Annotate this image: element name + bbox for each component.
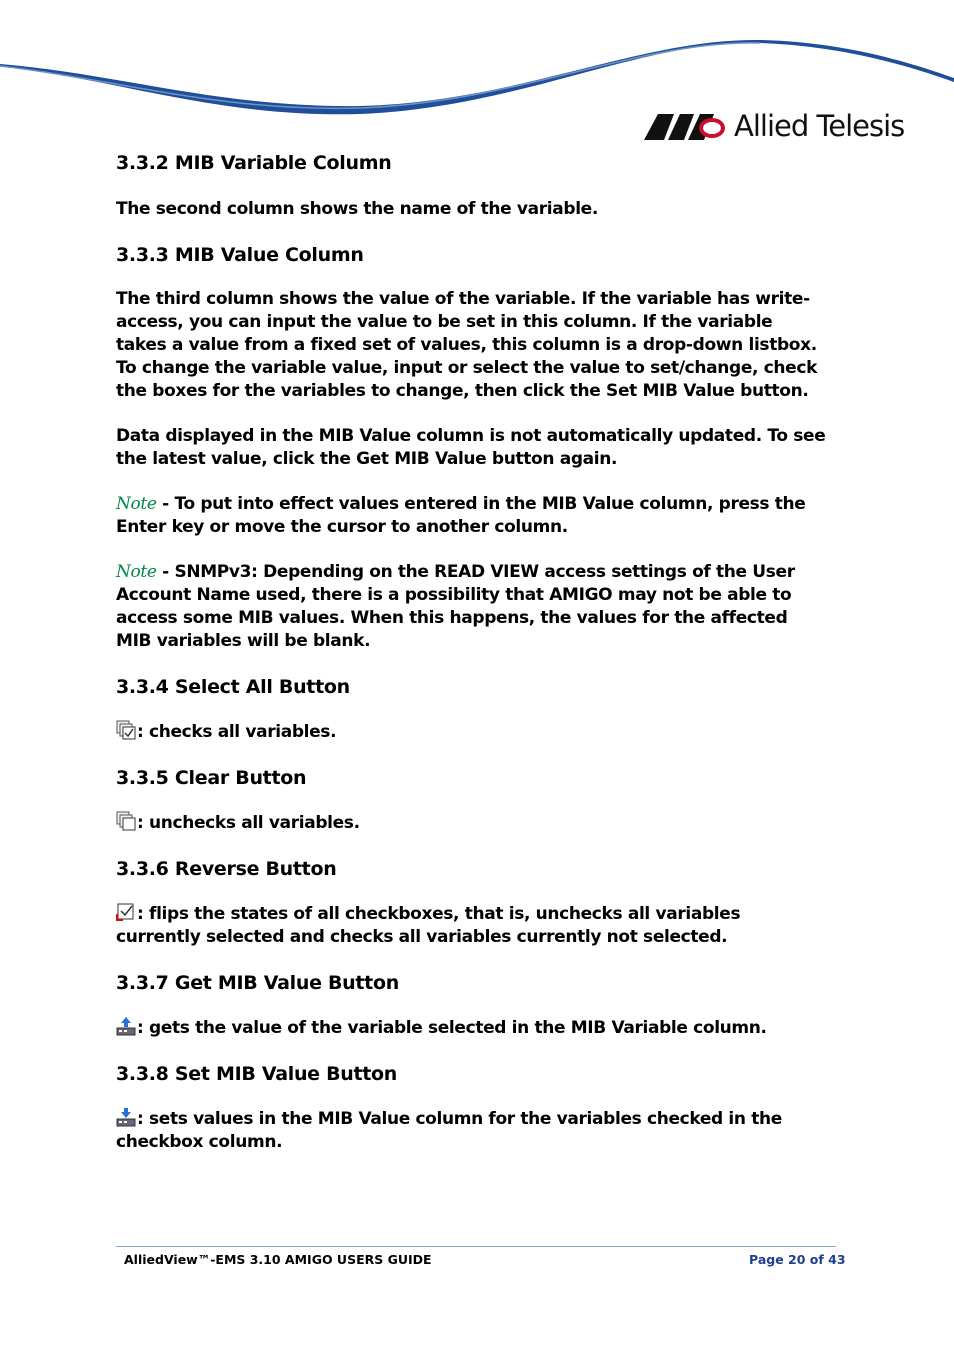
note-label: Note [116, 562, 157, 582]
get-mib-value-icon [116, 1016, 136, 1036]
select-all-description: : checks all variables. [137, 722, 337, 742]
paragraph-3-3-4 [116, 720, 826, 744]
note-snmpv3 [116, 561, 826, 653]
paragraph-3-3-6 [116, 902, 826, 949]
main-content [116, 150, 826, 1154]
paragraph-3-3-3-data: Data displayed in the MIB Value column is not automatically updated. To see the latest value, click the Get MIB Value button again. [116, 426, 826, 469]
heading-3-3-8: 3.3.8 Set MIB Value Button [116, 1063, 398, 1085]
note-enter-key [116, 493, 826, 539]
heading-3-3-2: 3.3.2 MIB Variable Column [116, 152, 392, 174]
clear-description: : unchecks all variables. [137, 813, 360, 833]
clear-icon [116, 811, 136, 831]
paragraph-3-3-8 [116, 1107, 826, 1154]
select-all-icon [116, 720, 136, 740]
note-label: Note [116, 494, 157, 514]
reverse-description: : flips the states of all checkboxes, that is, unchecks all variables currently selected and checks all variables currently not selected. [116, 904, 741, 947]
footer-document-title: AlliedView™-EMS 3.10 AMIGO USERS GUIDE [124, 1252, 432, 1267]
note-text: - SNMPv3: Depending on the READ VIEW access settings of the User Account Name used, there is a possibility that AMIGO may not be able to access some MIB values. When this happens, the values for the affected MIB variables will be blank. [116, 562, 795, 651]
get-mib-value-description: : gets the value of the variable selected in the MIB Variable column. [137, 1018, 767, 1038]
footer-divider [116, 1246, 836, 1247]
allied-telesis-logo-mark [644, 114, 728, 140]
reverse-icon [116, 902, 136, 922]
paragraph-3-3-5 [116, 811, 826, 835]
paragraph-3-3-7 [116, 1016, 826, 1040]
paragraph-3-3-2: The second column shows the name of the variable. [116, 199, 598, 219]
heading-3-3-6: 3.3.6 Reverse Button [116, 858, 337, 880]
heading-3-3-4: 3.3.4 Select All Button [116, 676, 350, 698]
set-mib-value-icon [116, 1107, 136, 1127]
paragraph-3-3-3-value: The third column shows the value of the variable. If the variable has write-access, you can input the value to be set in this column. If the variable takes a value from a fixed set of values, this column is a drop-down listbox. To change the variable value, input or select the value to set/change, check the boxes for the variables to change, then click the Set MIB Value button. [116, 289, 818, 401]
heading-3-3-5: 3.3.5 Clear Button [116, 767, 307, 789]
footer-page-number: Page 20 of 43 [749, 1252, 846, 1267]
heading-3-3-7: 3.3.7 Get MIB Value Button [116, 972, 399, 994]
heading-3-3-3: 3.3.3 MIB Value Column [116, 244, 364, 266]
allied-telesis-logo [644, 108, 904, 146]
note-text: - To put into effect values entered in the MIB Value column, press the Enter key or move the cursor to another column. [116, 494, 806, 537]
set-mib-value-description: : sets values in the MIB Value column for the variables checked in the checkbox column. [116, 1109, 782, 1152]
logo-text: Allied Telesis [734, 109, 905, 143]
